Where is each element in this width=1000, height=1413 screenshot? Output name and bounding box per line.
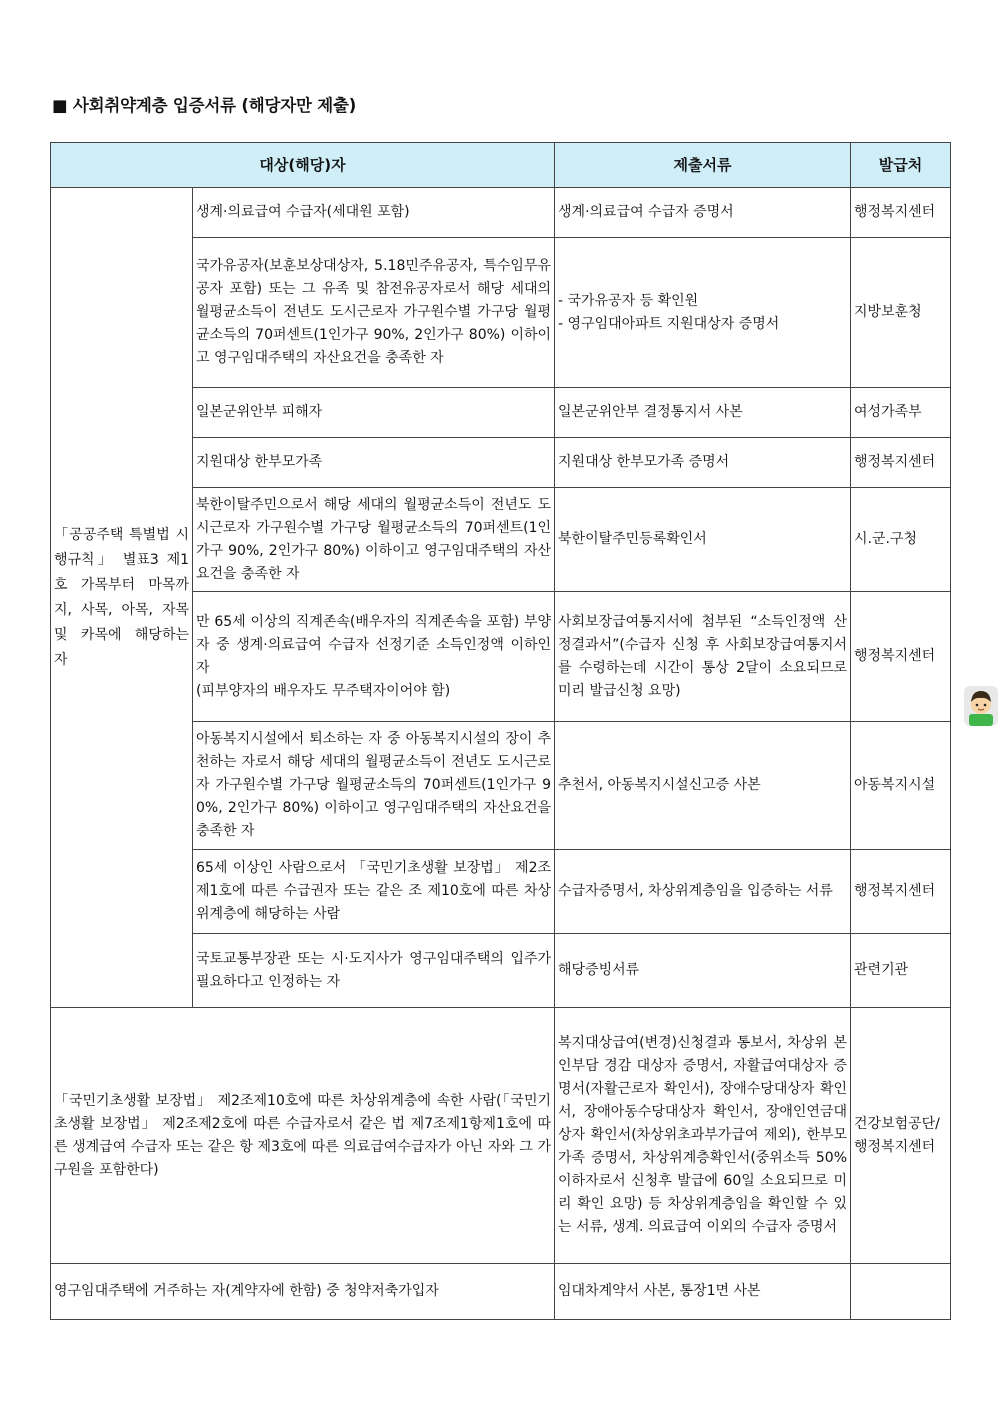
issuer-cell: 시.군.구청 [851, 488, 951, 592]
issuer-cell: 지방보훈청 [851, 238, 951, 388]
target-cell: 지원대상 한부모가족 [193, 438, 555, 488]
group-label-public-housing: 「공공주택 특별법 시행규칙」 별표3 제1호 가목부터 마목까지, 사목, 아목, 자목 및 카목에 해당하는 자 [51, 188, 193, 1008]
target-cell: 북한이탈주민으로서 해당 세대의 월평균소득이 전년도 도시근로자 가구원수별 가구당 월평균소득의 70퍼센트(1인가구 90%, 2인가구 80%) 이하이고 영구임대주택의 자산요건을 충족한 자 [193, 488, 555, 592]
target-cell: 국가유공자(보훈보상대상자, 5.18민주유공자, 특수임무유공자 포함) 또는 그 유족 및 참전유공자로서 해당 세대의 월평균소득이 전년도 도시근로자 가구원수별 가구당 월평균소득의 70퍼센트(1인가구 90%, 2인가구 80%) 이하이고 영구임대주택의 자산요건을 충족한 자 [193, 238, 555, 388]
issuer-cell: 아동복지시설 [851, 722, 951, 850]
issuer-cell: 관련기관 [851, 934, 951, 1008]
assistant-avatar-icon[interactable] [964, 686, 998, 726]
documents-cell: 일본군위안부 결정통지서 사본 [555, 388, 851, 438]
target-cell: 국토교통부장관 또는 시·도지사가 영구임대주택의 입주가 필요하다고 인정하는 자 [193, 934, 555, 1008]
header-target: 대상(해당)자 [51, 143, 555, 188]
documents-cell [555, 238, 851, 388]
issuer-cell: 행정복지센터 [851, 592, 951, 722]
documents-cell: 수급자증명서, 차상위계층임을 입증하는 서류 [555, 850, 851, 934]
documents-cell: 지원대상 한부모가족 증명서 [555, 438, 851, 488]
header-issuer: 발급처 [851, 143, 951, 188]
documents-cell: 북한이탈주민등록확인서 [555, 488, 851, 592]
issuer-cell: 행정복지센터 [851, 850, 951, 934]
header-documents: 제출서류 [555, 143, 851, 188]
table-row [51, 1008, 951, 1264]
documents-line: - 국가유공자 등 확인원 [558, 292, 699, 309]
documents-cell: 임대차계약서 사본, 통장1면 사본 [555, 1264, 851, 1320]
target-cell: 65세 이상인 사람으로서 「국민기초생활 보장법」 제2조제1호에 따른 수급권자 또는 같은 조 제10호에 따른 차상위계층에 해당하는 사람 [193, 850, 555, 934]
documents-cell: 해당증빙서류 [555, 934, 851, 1008]
issuer-cell: 행정복지센터 [851, 188, 951, 238]
table-row [51, 188, 951, 238]
documents-cell: 복지대상급여(변경)신청결과 통보서, 차상위 본인부담 경감 대상자 증명서, 자활급여대상자 증명서(자활근로자 확인서), 장애수당대상자 확인서, 장애아동수당대상자 확인서, 장애인연금대상자 확인서(차상위초과부가급여 제외), 한부모가족 증명서, 차상위계층확인서(중위소득 50%이하자로서 신청후 발급에 60일 소요되므로 미리 확인 요망) 등 차상위계층임을 확인할 수 있는 서류, 생계. 의료급여 이외의 수급자 증명서 [555, 1008, 851, 1264]
documents-cell: 추천서, 아동복지시설신고증 사본 [555, 722, 851, 850]
issuer-cell [851, 1264, 951, 1320]
issuer-cell: 행정복지센터 [851, 438, 951, 488]
documents-table [50, 142, 951, 1320]
target-cell: 일본군위안부 피해자 [193, 388, 555, 438]
target-cell: 생계·의료급여 수급자(세대원 포함) [193, 188, 555, 238]
target-cell-savings: 영구임대주택에 거주하는 자(계약자에 한함) 중 청약저축가입자 [51, 1264, 555, 1320]
issuer-cell: 여성가족부 [851, 388, 951, 438]
documents-cell: 생계·의료급여 수급자 증명서 [555, 188, 851, 238]
table-row [51, 1264, 951, 1320]
target-note: (피부양자의 배우자도 무주택자이어야 함) [196, 682, 451, 699]
target-cell [193, 592, 555, 722]
issuer-line: 건강보험공단/ [854, 1115, 940, 1132]
documents-line: - 영구임대아파트 지원대상자 증명서 [558, 315, 780, 332]
section-heading: ■ 사회취약계층 입증서류 (해당자만 제출) [52, 96, 357, 115]
target-text: 만 65세 이상의 직계존속(배우자의 직계존속을 포함) 부양자 중 생계·의료급여 수급자 선정기준 소득인정액 이하인 자 [196, 613, 552, 676]
issuer-line: 행정복지센터 [854, 1138, 936, 1155]
table-header-row [51, 143, 951, 188]
target-cell: 아동복지시설에서 퇴소하는 자 중 아동복지시설의 장이 추천하는 자로서 해당 세대의 월평균소득이 전년도 도시근로자 가구원수별 가구당 월평균소득의 70퍼센트(1인가구 90%, 2인가구 80%) 이하이고 영구임대주택의 자산요건을 충족한 자 [193, 722, 555, 850]
issuer-cell [851, 1008, 951, 1264]
documents-cell: 사회보장급여통지서에 첨부된 “소득인정액 산정결과서”(수급자 신청 후 사회보장급여통지서를 수령하는데 시간이 통상 2달이 소요되므로 미리 발급신청 요망) [555, 592, 851, 722]
target-cell-near-poor: 「국민기초생활 보장법」 제2조제10호에 따른 차상위계층에 속한 사람(「국민기초생활 보장법」 제2조제2호에 따른 수급자로서 같은 법 제7조제1항제1호에 따른 생계급여 수급자 또는 같은 항 제3호에 따른 의료급여수급자가 아닌 자와 그 가구원을 포함한다) [51, 1008, 555, 1264]
